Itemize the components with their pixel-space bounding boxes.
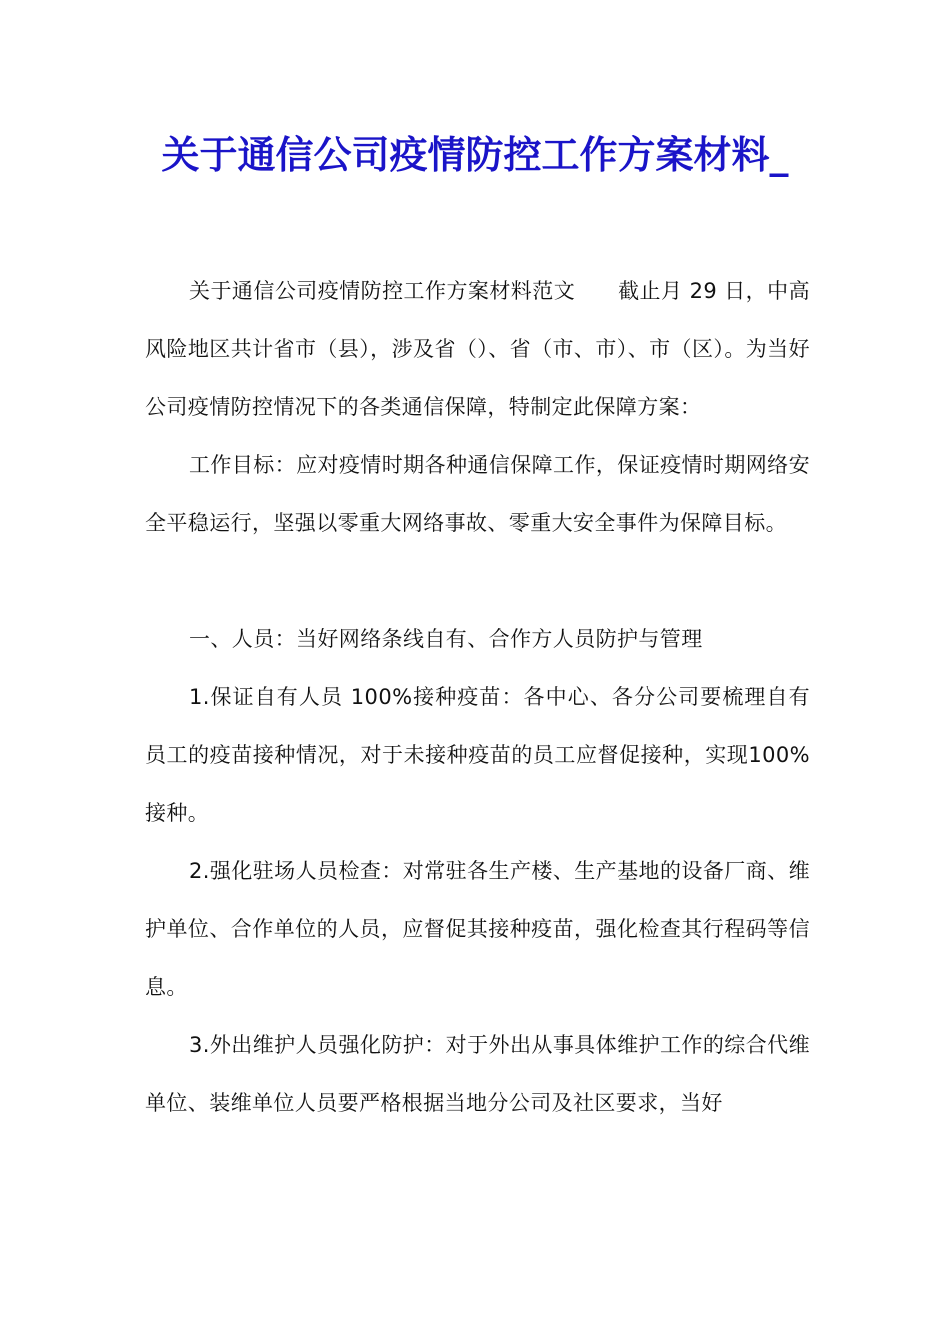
paragraph-item-2: 2.强化驻场人员检查：对常驻各生产楼、生产基地的设备厂商、维护单位、合作单位的人员，应督促其接种疫苗，强化检查其行程码等信息。 [145,859,810,999]
paragraph-item-1: 1.保证自有人员 100%接种疫苗：各中心、各分公司要梳理自有员工的疫苗接种情况，对于未接种疫苗的员工应督促接种，实现100%接种。 [145,685,810,825]
document-body [145,262,810,1132]
section-heading-personnel: 一、人员：当好网络条线自有、合作方人员防护与管理 [189,627,703,651]
paragraph-item-3: 3.外出维护人员强化防护：对于外出从事具体维护工作的综合代维单位、装维单位人员要严格根据当地分公司及社区要求，当好 [145,1033,810,1115]
paragraph-spacer [145,552,810,610]
document-title: 关于通信公司疫情防控工作方案材料_ [161,132,789,177]
paragraph-goal: 工作目标：应对疫情时期各种通信保障工作，保证疫情时期网络安全平稳运行，坚强以零重大网络事故、零重大安全事件为保障目标。 [145,453,810,535]
paragraph-intro: 关于通信公司疫情防控工作方案材料范文 截止月 29 日，中高风险地区共计省市（县），涉及省（）、省（市、市）、市（区）。为当好公司疫情防控情况下的各类通信保障，特制定此保障方案： [145,279,810,419]
